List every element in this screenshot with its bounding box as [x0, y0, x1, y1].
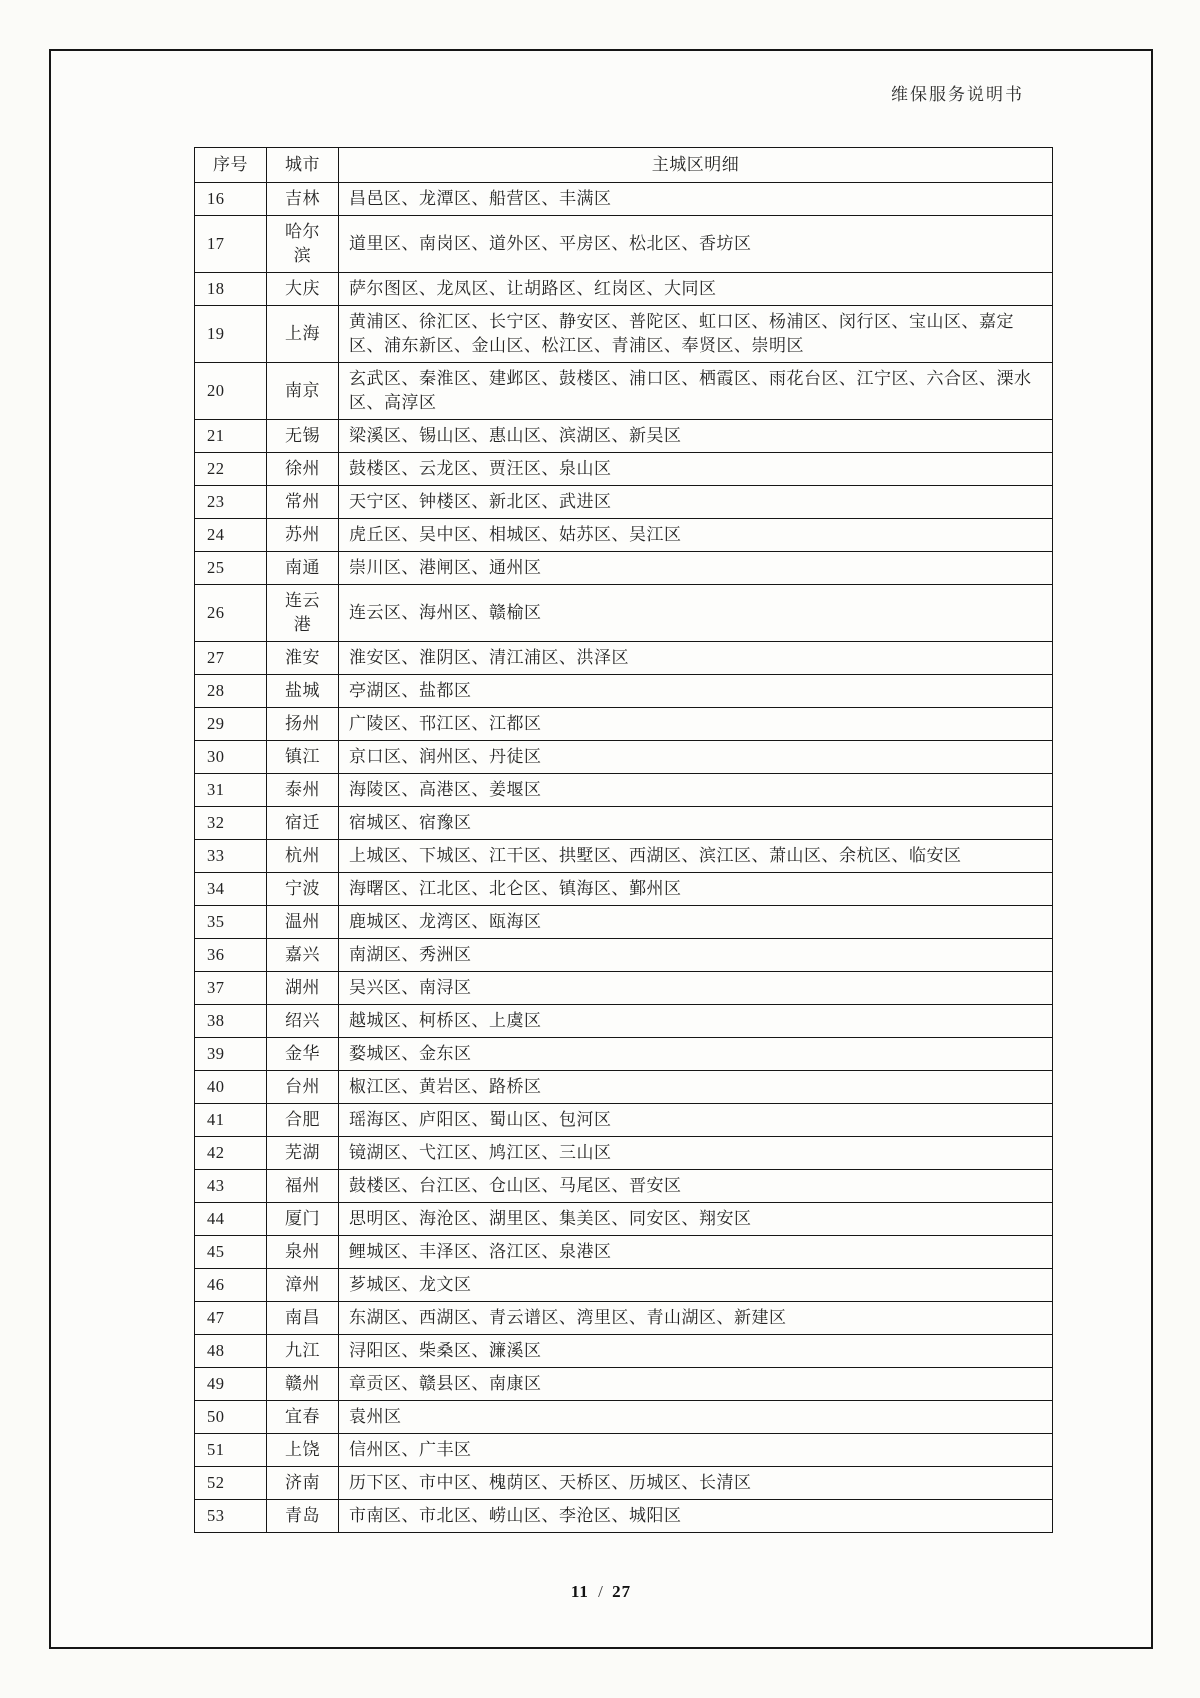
- cell-districts-detail: 芗城区、龙文区: [339, 1269, 1053, 1302]
- table-row: [195, 273, 1053, 306]
- page-footer: [51, 1582, 1151, 1602]
- table-header-row: [195, 148, 1053, 183]
- table-row: [195, 1203, 1053, 1236]
- cell-row-number: 42: [195, 1137, 267, 1170]
- cell-city-name: 常州: [267, 486, 339, 519]
- cell-districts-detail: 鲤城区、丰泽区、洛江区、泉港区: [339, 1236, 1053, 1269]
- cell-row-number: 35: [195, 906, 267, 939]
- cell-city-name: 上饶: [267, 1434, 339, 1467]
- table-row: [195, 306, 1053, 363]
- cell-districts-detail: 上城区、下城区、江干区、拱墅区、西湖区、滨江区、萧山区、余杭区、临安区: [339, 840, 1053, 873]
- cell-districts-detail: 市南区、市北区、崂山区、李沧区、城阳区: [339, 1500, 1053, 1533]
- cell-city-name: 青岛: [267, 1500, 339, 1533]
- table-row: [195, 1467, 1053, 1500]
- cell-districts-detail: 天宁区、钟楼区、新北区、武进区: [339, 486, 1053, 519]
- table-row: [195, 519, 1053, 552]
- cell-districts-detail: 东湖区、西湖区、青云谱区、湾里区、青山湖区、新建区: [339, 1302, 1053, 1335]
- cell-districts-detail: 越城区、柯桥区、上虞区: [339, 1005, 1053, 1038]
- cell-districts-detail: 章贡区、赣县区、南康区: [339, 1368, 1053, 1401]
- districts-table: [194, 147, 1053, 1533]
- table-row: [195, 1401, 1053, 1434]
- cell-districts-detail: 历下区、市中区、槐荫区、天桥区、历城区、长清区: [339, 1467, 1053, 1500]
- cell-row-number: 28: [195, 675, 267, 708]
- cell-row-number: 45: [195, 1236, 267, 1269]
- cell-row-number: 24: [195, 519, 267, 552]
- cell-row-number: 48: [195, 1335, 267, 1368]
- cell-city-name: 九江: [267, 1335, 339, 1368]
- page-number-current: 11: [570, 1582, 589, 1601]
- cell-districts-detail: 吴兴区、南浔区: [339, 972, 1053, 1005]
- cell-city-name: 台州: [267, 1071, 339, 1104]
- cell-row-number: 38: [195, 1005, 267, 1038]
- cell-districts-detail: 宿城区、宿豫区: [339, 807, 1053, 840]
- page-border-frame: [49, 49, 1153, 1649]
- table-row: [195, 1269, 1053, 1302]
- table-row: [195, 552, 1053, 585]
- cell-districts-detail: 南湖区、秀洲区: [339, 939, 1053, 972]
- cell-city-name: 上海: [267, 306, 339, 363]
- cell-city-name: 漳州: [267, 1269, 339, 1302]
- cell-city-name: 哈尔滨: [267, 216, 339, 273]
- table-row: [195, 1071, 1053, 1104]
- page-header-title: 维保服务说明书: [891, 85, 1024, 104]
- cell-city-name: 大庆: [267, 273, 339, 306]
- cell-row-number: 37: [195, 972, 267, 1005]
- cell-row-number: 32: [195, 807, 267, 840]
- cell-row-number: 33: [195, 840, 267, 873]
- cell-districts-detail: 京口区、润州区、丹徒区: [339, 741, 1053, 774]
- cell-districts-detail: 连云区、海州区、赣榆区: [339, 585, 1053, 642]
- table-row: [195, 1368, 1053, 1401]
- table-body: [195, 183, 1053, 1533]
- cell-city-name: 湖州: [267, 972, 339, 1005]
- cell-districts-detail: 鼓楼区、云龙区、贾汪区、泉山区: [339, 453, 1053, 486]
- cell-row-number: 41: [195, 1104, 267, 1137]
- cell-districts-detail: 婺城区、金东区: [339, 1038, 1053, 1071]
- cell-row-number: 30: [195, 741, 267, 774]
- table-header: [195, 148, 1053, 183]
- cell-row-number: 53: [195, 1500, 267, 1533]
- cell-districts-detail: 海陵区、高港区、姜堰区: [339, 774, 1053, 807]
- table-row: [195, 453, 1053, 486]
- cell-row-number: 46: [195, 1269, 267, 1302]
- cell-city-name: 盐城: [267, 675, 339, 708]
- cell-row-number: 22: [195, 453, 267, 486]
- cell-city-name: 绍兴: [267, 1005, 339, 1038]
- cell-city-name: 苏州: [267, 519, 339, 552]
- table-row: [195, 675, 1053, 708]
- cell-city-name: 杭州: [267, 840, 339, 873]
- table-row: [195, 840, 1053, 873]
- table-row: [195, 1170, 1053, 1203]
- cell-city-name: 徐州: [267, 453, 339, 486]
- table-row: [195, 1500, 1053, 1533]
- cell-districts-detail: 梁溪区、锡山区、惠山区、滨湖区、新吴区: [339, 420, 1053, 453]
- cell-row-number: 16: [195, 183, 267, 216]
- cell-city-name: 宿迁: [267, 807, 339, 840]
- cell-city-name: 福州: [267, 1170, 339, 1203]
- table-row: [195, 1005, 1053, 1038]
- cell-city-name: 宜春: [267, 1401, 339, 1434]
- cell-row-number: 21: [195, 420, 267, 453]
- cell-row-number: 49: [195, 1368, 267, 1401]
- cell-districts-detail: 黄浦区、徐汇区、长宁区、静安区、普陀区、虹口区、杨浦区、闵行区、宝山区、嘉定区、浦东新区、金山区、松江区、青浦区、奉贤区、崇明区: [339, 306, 1053, 363]
- column-header-districts: 主城区明细: [339, 148, 1053, 183]
- table-row: [195, 486, 1053, 519]
- cell-row-number: 43: [195, 1170, 267, 1203]
- cell-districts-detail: 镜湖区、弋江区、鸠江区、三山区: [339, 1137, 1053, 1170]
- table-row: [195, 1236, 1053, 1269]
- cell-row-number: 29: [195, 708, 267, 741]
- cell-city-name: 南京: [267, 363, 339, 420]
- cell-row-number: 27: [195, 642, 267, 675]
- table-row: [195, 363, 1053, 420]
- cell-districts-detail: 鹿城区、龙湾区、瓯海区: [339, 906, 1053, 939]
- cell-city-name: 连云港: [267, 585, 339, 642]
- cell-city-name: 南通: [267, 552, 339, 585]
- cell-row-number: 26: [195, 585, 267, 642]
- table-row: [195, 585, 1053, 642]
- table-row: [195, 1335, 1053, 1368]
- cell-districts-detail: 萨尔图区、龙凤区、让胡路区、红岗区、大同区: [339, 273, 1053, 306]
- cell-districts-detail: 海曙区、江北区、北仑区、镇海区、鄞州区: [339, 873, 1053, 906]
- cell-districts-detail: 鼓楼区、台江区、仓山区、马尾区、晋安区: [339, 1170, 1053, 1203]
- table-row: [195, 708, 1053, 741]
- table-row: [195, 939, 1053, 972]
- cell-city-name: 芜湖: [267, 1137, 339, 1170]
- cell-city-name: 泉州: [267, 1236, 339, 1269]
- table-row: [195, 774, 1053, 807]
- cell-city-name: 扬州: [267, 708, 339, 741]
- cell-city-name: 金华: [267, 1038, 339, 1071]
- table-row: [195, 1302, 1053, 1335]
- cell-city-name: 赣州: [267, 1368, 339, 1401]
- cell-districts-detail: 广陵区、邗江区、江都区: [339, 708, 1053, 741]
- cell-districts-detail: 瑶海区、庐阳区、蜀山区、包河区: [339, 1104, 1053, 1137]
- column-header-city: 城市: [267, 148, 339, 183]
- cell-row-number: 52: [195, 1467, 267, 1500]
- cell-row-number: 40: [195, 1071, 267, 1104]
- cell-districts-detail: 浔阳区、柴桑区、濂溪区: [339, 1335, 1053, 1368]
- column-header-no: 序号: [195, 148, 267, 183]
- table-row: [195, 216, 1053, 273]
- table-row: [195, 873, 1053, 906]
- cell-row-number: 19: [195, 306, 267, 363]
- table-row: [195, 807, 1053, 840]
- cell-districts-detail: 思明区、海沧区、湖里区、集美区、同安区、翔安区: [339, 1203, 1053, 1236]
- cell-city-name: 宁波: [267, 873, 339, 906]
- cell-city-name: 温州: [267, 906, 339, 939]
- table-row: [195, 183, 1053, 216]
- cell-districts-detail: 昌邑区、龙潭区、船营区、丰满区: [339, 183, 1053, 216]
- cell-row-number: 44: [195, 1203, 267, 1236]
- cell-row-number: 36: [195, 939, 267, 972]
- cell-row-number: 34: [195, 873, 267, 906]
- page-number-total: 27: [612, 1582, 632, 1601]
- table-row: [195, 906, 1053, 939]
- table-row: [195, 1038, 1053, 1071]
- cell-districts-detail: 崇川区、港闸区、通州区: [339, 552, 1053, 585]
- cell-row-number: 31: [195, 774, 267, 807]
- table-row: [195, 1104, 1053, 1137]
- table-row: [195, 642, 1053, 675]
- cell-row-number: 23: [195, 486, 267, 519]
- cell-city-name: 合肥: [267, 1104, 339, 1137]
- cell-row-number: 47: [195, 1302, 267, 1335]
- cell-city-name: 吉林: [267, 183, 339, 216]
- cell-districts-detail: 袁州区: [339, 1401, 1053, 1434]
- cell-row-number: 20: [195, 363, 267, 420]
- cell-districts-detail: 道里区、南岗区、道外区、平房区、松北区、香坊区: [339, 216, 1053, 273]
- table-row: [195, 972, 1053, 1005]
- cell-row-number: 25: [195, 552, 267, 585]
- cell-city-name: 无锡: [267, 420, 339, 453]
- cell-districts-detail: 亭湖区、盐都区: [339, 675, 1053, 708]
- cell-row-number: 18: [195, 273, 267, 306]
- cell-districts-detail: 玄武区、秦淮区、建邺区、鼓楼区、浦口区、栖霞区、雨花台区、江宁区、六合区、溧水区、高淳区: [339, 363, 1053, 420]
- table-row: [195, 1137, 1053, 1170]
- cell-city-name: 泰州: [267, 774, 339, 807]
- cell-row-number: 17: [195, 216, 267, 273]
- cell-city-name: 厦门: [267, 1203, 339, 1236]
- cell-row-number: 39: [195, 1038, 267, 1071]
- cell-row-number: 50: [195, 1401, 267, 1434]
- page-number-separator: /: [598, 1582, 603, 1601]
- cell-city-name: 镇江: [267, 741, 339, 774]
- cell-city-name: 淮安: [267, 642, 339, 675]
- cell-districts-detail: 信州区、广丰区: [339, 1434, 1053, 1467]
- cell-city-name: 嘉兴: [267, 939, 339, 972]
- table-row: [195, 420, 1053, 453]
- cell-row-number: 51: [195, 1434, 267, 1467]
- cell-districts-detail: 椒江区、黄岩区、路桥区: [339, 1071, 1053, 1104]
- cell-districts-detail: 淮安区、淮阴区、清江浦区、洪泽区: [339, 642, 1053, 675]
- cell-city-name: 济南: [267, 1467, 339, 1500]
- cell-city-name: 南昌: [267, 1302, 339, 1335]
- table-row: [195, 741, 1053, 774]
- table-row: [195, 1434, 1053, 1467]
- cell-districts-detail: 虎丘区、吴中区、相城区、姑苏区、吴江区: [339, 519, 1053, 552]
